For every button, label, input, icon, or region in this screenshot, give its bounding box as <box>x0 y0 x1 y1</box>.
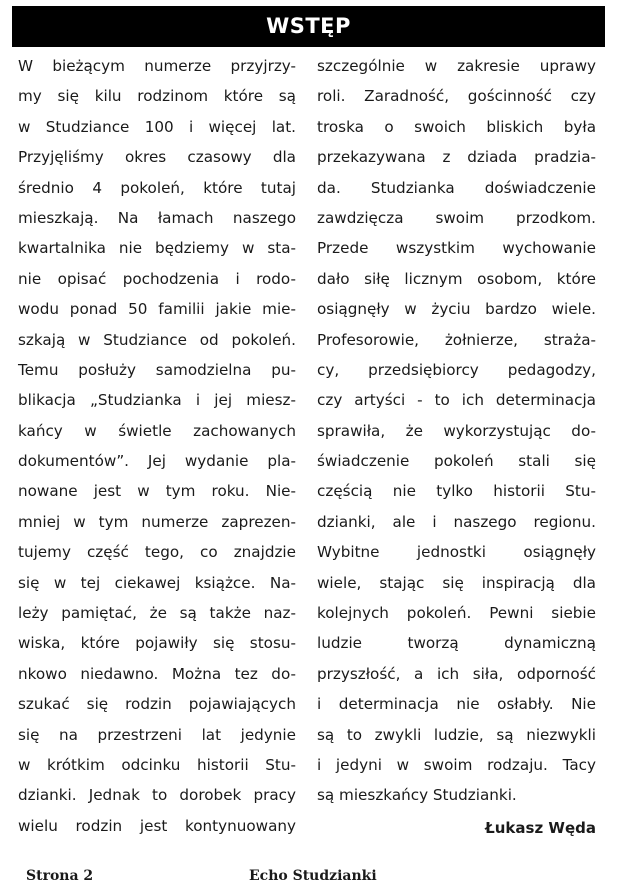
section-title: WSTĘP <box>12 6 605 47</box>
text-line: przyszłość, a ich siła, odporność <box>317 664 596 683</box>
text-line: szczególnie w zakresie uprawy <box>317 57 596 75</box>
text-line: częścią nie tylko historii Stu- <box>317 482 596 501</box>
text-line: świadczenie pokoleń stali się <box>317 452 596 471</box>
text-line: kańcy w świetle zachowanych <box>18 421 296 440</box>
text-line: przekazywana z dziada pradzia- <box>317 148 596 167</box>
text-line: i determinacja nie osłabły. Nie <box>317 695 596 714</box>
text-line: cy, przedsiębiorcy pedagodzy, <box>317 360 596 379</box>
article-column-right <box>317 51 596 811</box>
text-line: wiele, stając się inspiracją dla <box>317 573 596 592</box>
text-line: leży pamiętać, że są także naz- <box>18 604 296 623</box>
text-line: roli. Zaradność, gościnność czy <box>317 87 596 106</box>
text-line: są to zwykli ludzie, są niezwykli <box>317 725 596 744</box>
text-line: się na przestrzeni lat jedynie <box>18 725 296 744</box>
text-line: kwartalnika nie będziemy w sta- <box>18 239 296 258</box>
text-line: osiągnęły w życiu bardzo wiele. <box>317 300 596 319</box>
text-line: wielu rodzin jest kontynuowany <box>18 816 296 835</box>
article-column-left <box>18 51 296 841</box>
text-line: szkają w Studziance od pokoleń. <box>18 330 296 349</box>
text-line: my się kilu rodzinom które są <box>18 87 296 106</box>
text-line: tujemy część tego, co znajdzie <box>18 543 296 562</box>
text-line: dzianki, ale i naszego regionu. <box>317 512 596 531</box>
text-line: troska o swoich bliskich była <box>317 117 596 136</box>
text-line: W bieżącym numerze przyjrzy- <box>18 57 296 75</box>
text-line: i jedyni w swoim rodzaju. Tacy <box>317 755 596 774</box>
publication-title: Echo Studzianki <box>249 868 377 884</box>
text-line: Profesorowie, żołnierze, straża- <box>317 330 596 349</box>
text-line: dało siłę licznym osobom, które <box>317 269 596 288</box>
text-line: są mieszkańcy Studzianki. <box>317 786 517 805</box>
text-line: się w tej ciekawej książce. Na- <box>18 573 296 592</box>
page-number: Strona 2 <box>26 868 94 884</box>
text-line: kolejnych pokoleń. Pewni siebie <box>317 604 596 623</box>
text-line: w krótkim odcinku historii Stu- <box>18 755 296 774</box>
text-line: sprawiła, że wykorzystując do- <box>317 421 596 440</box>
text-line: zawdzięcza swoim przodkom. <box>317 208 596 227</box>
author-signature: Łukasz Węda <box>485 819 596 837</box>
text-line: wiska, które pojawiły się stosu- <box>18 634 296 653</box>
text-line: da. Studzianka doświadczenie <box>317 178 596 197</box>
text-line: dzianki. Jednak to dorobek pracy <box>18 786 296 805</box>
text-line: w Studziance 100 i więcej lat. <box>18 117 296 136</box>
text-line: nkowo niedawno. Można tez do- <box>18 664 296 683</box>
text-line: ludzie tworzą dynamiczną <box>317 634 596 653</box>
text-line: mieszkają. Na łamach naszego <box>18 208 296 227</box>
text-line: średnio 4 pokoleń, które tutaj <box>18 178 296 197</box>
text-line: dokumentów”. Jej wydanie pla- <box>18 452 296 471</box>
text-line: Przyjęliśmy okres czasowy dla <box>18 148 296 167</box>
text-line: nowane jest w tym roku. Nie- <box>18 482 296 501</box>
text-line: mniej w tym numerze zaprezen- <box>18 512 296 531</box>
text-line: szukać się rodzin pojawiających <box>18 695 296 714</box>
text-line: wodu ponad 50 familii jakie mie- <box>18 300 296 319</box>
text-line: Temu posłuży samodzielna pu- <box>18 360 296 379</box>
text-line: Przede wszystkim wychowanie <box>317 239 596 258</box>
text-line: czy artyści - to ich determinacja <box>317 391 596 410</box>
text-line: nie opisać pochodzenia i rodo- <box>18 269 296 288</box>
text-line: Wybitne jednostki osiągnęły <box>317 543 596 562</box>
text-line: blikacja „Studzianka i jej miesz- <box>18 391 296 410</box>
